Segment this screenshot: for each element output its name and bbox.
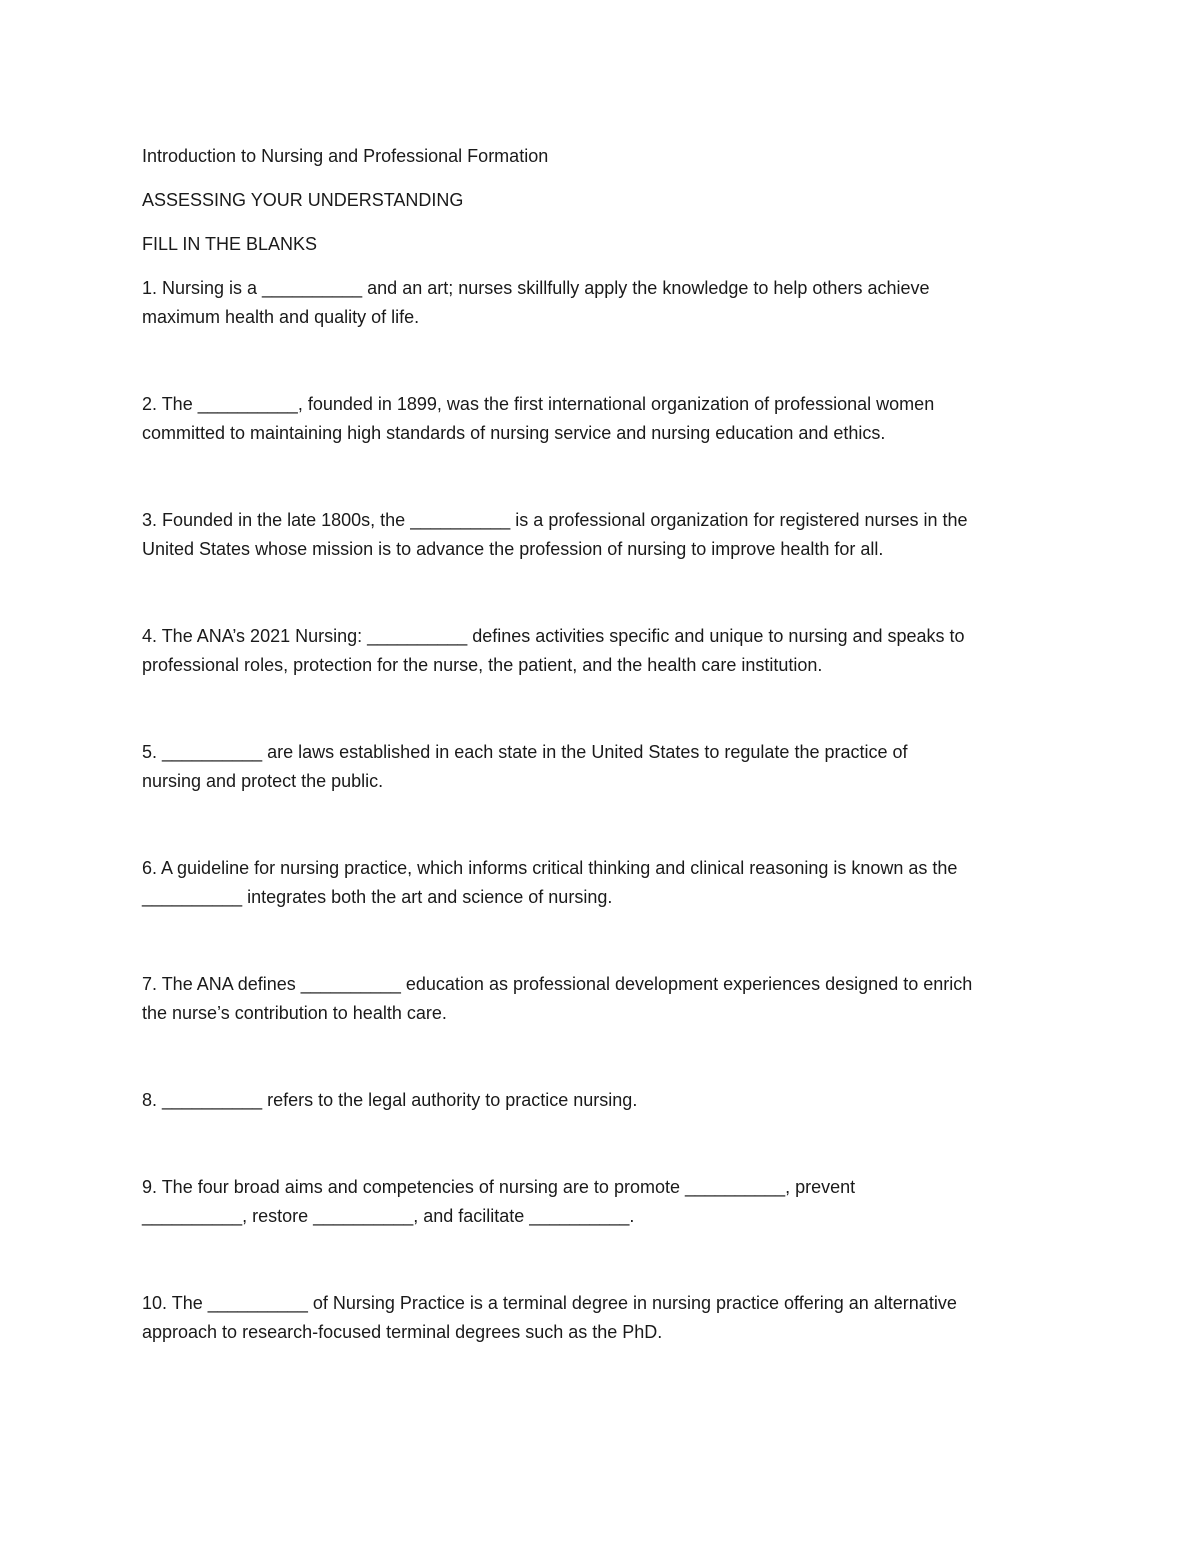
question-line: maximum health and quality of life. bbox=[142, 307, 420, 327]
question-line: 9. The four broad aims and competencies of nursing are to promote __________, prevent bbox=[142, 1177, 856, 1197]
question-item-6 bbox=[142, 854, 1062, 912]
question-item-8 bbox=[142, 1086, 1062, 1115]
question-item-4 bbox=[142, 622, 1062, 680]
question-line: 4. The ANA’s 2021 Nursing: __________ defines activities specific and unique to nursing and speaks to bbox=[142, 626, 965, 646]
question-item-10 bbox=[142, 1289, 1062, 1347]
question-item-3 bbox=[142, 506, 1062, 564]
question-line: 10. The __________ of Nursing Practice is a terminal degree in nursing practice offering an alternative bbox=[142, 1293, 957, 1313]
question-line: professional roles, protection for the nurse, the patient, and the health care institution. bbox=[142, 655, 823, 675]
question-line: 2. The __________, founded in 1899, was the first international organization of professional women bbox=[142, 394, 935, 414]
question-line: __________, restore __________, and facilitate __________. bbox=[142, 1206, 635, 1226]
question-item-1 bbox=[142, 274, 1062, 332]
question-line: approach to research-focused terminal degrees such as the PhD. bbox=[142, 1322, 663, 1342]
question-line: United States whose mission is to advance the profession of nursing to improve health for all. bbox=[142, 539, 884, 559]
question-line: committed to maintaining high standards of nursing service and nursing education and ethics. bbox=[142, 423, 886, 443]
section-heading: ASSESSING YOUR UNDERSTANDING bbox=[142, 190, 464, 210]
question-item-2 bbox=[142, 390, 1062, 448]
question-item-7 bbox=[142, 970, 1062, 1028]
section-subheading: FILL IN THE BLANKS bbox=[142, 234, 318, 254]
question-line: nursing and protect the public. bbox=[142, 771, 384, 791]
question-line: 8. __________ refers to the legal authority to practice nursing. bbox=[142, 1090, 638, 1110]
question-line: 5. __________ are laws established in each state in the United States to regulate the practice of bbox=[142, 742, 908, 762]
document-title: Introduction to Nursing and Professional Formation bbox=[142, 146, 549, 166]
question-line: 3. Founded in the late 1800s, the __________ is a professional organization for registered nurses in the bbox=[142, 510, 968, 530]
question-item-5 bbox=[142, 738, 1062, 796]
question-line: __________ integrates both the art and science of nursing. bbox=[142, 887, 613, 907]
question-item-9 bbox=[142, 1173, 1062, 1231]
question-line: 7. The ANA defines __________ education as professional development experiences designed to enrich bbox=[142, 974, 973, 994]
question-line: 6. A guideline for nursing practice, which informs critical thinking and clinical reasoning is known as the bbox=[142, 858, 958, 878]
document-content bbox=[142, 142, 1062, 1347]
question-line: 1. Nursing is a __________ and an art; nurses skillfully apply the knowledge to help others achieve bbox=[142, 278, 930, 298]
question-line: the nurse’s contribution to health care. bbox=[142, 1003, 447, 1023]
